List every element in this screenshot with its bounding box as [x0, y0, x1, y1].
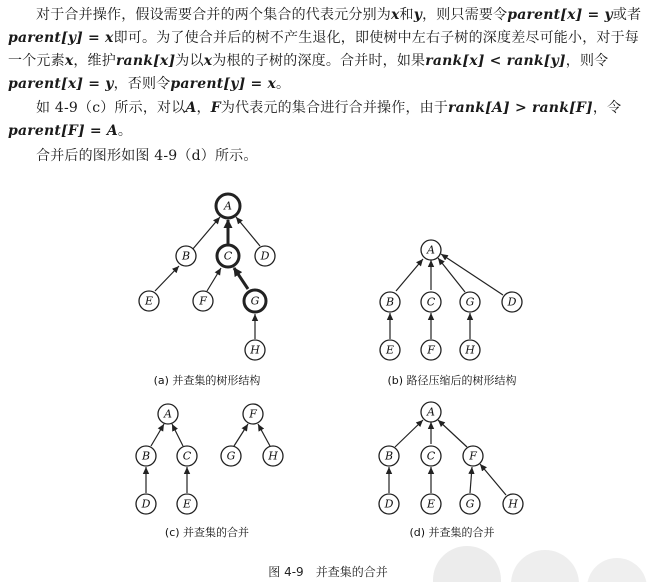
text: 或者 [612, 7, 642, 23]
math: parent[y] = x [8, 30, 114, 46]
text: 为代表元的集合进行合并操作，由于 [220, 100, 449, 116]
text: ，则只需要令 [422, 7, 508, 23]
math: rank[A] > rank[F] [448, 100, 593, 116]
node-h [460, 340, 480, 360]
math: x [64, 53, 74, 69]
math: parent[x] = y [8, 76, 114, 92]
edge-g-a [438, 258, 465, 292]
edge-f-a [438, 420, 467, 447]
subfigure-d-caption: (d) 并查集的合并 [409, 526, 495, 539]
node-c [421, 446, 441, 466]
node-b [379, 446, 399, 466]
text: ，则令 [565, 53, 609, 69]
math: F [210, 100, 221, 116]
node-label: D [260, 249, 270, 263]
node-b [176, 246, 196, 266]
node-label: E [385, 343, 395, 357]
node-label: C [223, 249, 233, 263]
node-label: A [427, 243, 435, 257]
node-d [379, 494, 399, 514]
figure-caption: 图 4-9 并查集的合并 [268, 565, 388, 579]
math: parent[F] = A [8, 123, 118, 139]
node-d [136, 494, 156, 514]
node-label: E [144, 294, 154, 308]
node-label: C [426, 295, 436, 309]
node-label: H [508, 497, 518, 511]
text: ， [196, 100, 211, 116]
math: A [185, 100, 197, 116]
paragraph-merge-result [8, 145, 648, 168]
text: 为以 [175, 53, 204, 69]
node-c [217, 245, 239, 267]
node-b [380, 292, 400, 312]
node-g [244, 290, 266, 312]
node-label: G [250, 294, 260, 308]
node-label: D [507, 295, 517, 309]
node-g [460, 494, 480, 514]
node-f [193, 291, 213, 311]
text: ，令 [592, 100, 622, 116]
math: parent[x] = y [507, 7, 613, 23]
node-label: B [384, 449, 394, 463]
math: parent[y] = x [170, 76, 277, 92]
node-label: A [427, 405, 435, 419]
text: 即可。为了使合并后的树不产生退化，即使树中左右子树的深度差尽可能小，对于每一个元素 [8, 30, 640, 69]
node-label: F [469, 449, 477, 463]
node-label: H [250, 343, 260, 357]
text: 。 [276, 76, 291, 92]
node-label: E [426, 497, 436, 511]
text: 对于合并操作，假设需要合并的两个集合的代表元分别为 [36, 7, 391, 23]
node-label: F [249, 407, 257, 421]
text: 和 [399, 7, 414, 23]
paragraph-union-intro [8, 4, 648, 96]
node-d [255, 246, 275, 266]
node-label: C [426, 449, 436, 463]
node-label: A [224, 199, 232, 213]
node-label: B [385, 295, 395, 309]
edge-b-a [151, 424, 164, 446]
node-e [421, 494, 441, 514]
node-label: G [465, 295, 475, 309]
node-b [136, 446, 156, 466]
node-a [216, 194, 240, 218]
node-label: G [226, 449, 236, 463]
math: rank[x] < rank[y] [425, 53, 566, 69]
node-e [380, 340, 400, 360]
node-label: F [199, 294, 207, 308]
edge-g-c [234, 268, 248, 289]
node-g [221, 446, 241, 466]
edge-f-c [207, 268, 221, 291]
node-label: D [141, 497, 151, 511]
node-f [421, 340, 441, 360]
node-c [421, 292, 441, 312]
text: 为根的子树的深度。合并时，如果 [212, 53, 426, 69]
node-a [421, 402, 441, 422]
subfigure-a-caption: (a) 并查集的树形结构 [153, 374, 261, 387]
node-e [139, 291, 159, 311]
edge-b-a [396, 259, 423, 291]
subfigure-a-edges [155, 217, 260, 339]
math: rank[x] [115, 53, 176, 69]
node-f [463, 446, 483, 466]
text: 合并后的图形如图 4-9（d）所示。 [36, 148, 258, 164]
node-f [243, 404, 263, 424]
edge-h-f [480, 464, 506, 495]
paragraph-merge-example [8, 97, 648, 143]
math: x [391, 7, 400, 23]
node-label: H [465, 343, 475, 357]
edge-b-a [395, 420, 423, 447]
edge-b-a [192, 217, 220, 250]
node-e [177, 494, 197, 514]
node-c [177, 446, 197, 466]
node-label: B [141, 449, 151, 463]
edge-d-a [441, 254, 503, 295]
subfigure-c-edges [146, 424, 270, 493]
edge-c-a [172, 424, 183, 446]
node-g [460, 292, 480, 312]
node-d [502, 292, 522, 312]
edge-d-a [236, 217, 260, 246]
subfigure-b-edges [390, 254, 503, 339]
node-label: E [182, 497, 192, 511]
math: x [203, 53, 213, 69]
node-label: F [427, 343, 435, 357]
text: ，维护 [73, 53, 116, 69]
text: 。 [117, 123, 133, 139]
node-a [421, 240, 441, 260]
node-label: B [181, 249, 191, 263]
edge-e-b [155, 266, 179, 291]
text: 如 4-9（c）所示，对以 [36, 100, 186, 116]
node-a [158, 404, 178, 424]
text: ，否则令 [113, 76, 171, 92]
node-label: H [268, 449, 278, 463]
edge-h-f [258, 424, 270, 446]
edge-g-f [234, 424, 248, 446]
node-h [503, 494, 523, 514]
node-label: C [182, 449, 192, 463]
node-label: G [465, 497, 475, 511]
node-h [263, 446, 283, 466]
subfigure-c-caption: (c) 并查集的合并 [164, 526, 250, 539]
node-label: D [384, 497, 394, 511]
subfigure-b-caption: (b) 路径压缩后的树形结构 [387, 374, 517, 387]
edge-g-f [470, 467, 472, 493]
node-label: A [164, 407, 172, 421]
math: y [413, 7, 423, 23]
subfigure-d-edges [389, 420, 506, 495]
node-h [245, 340, 265, 360]
watermark-logo [427, 522, 657, 582]
